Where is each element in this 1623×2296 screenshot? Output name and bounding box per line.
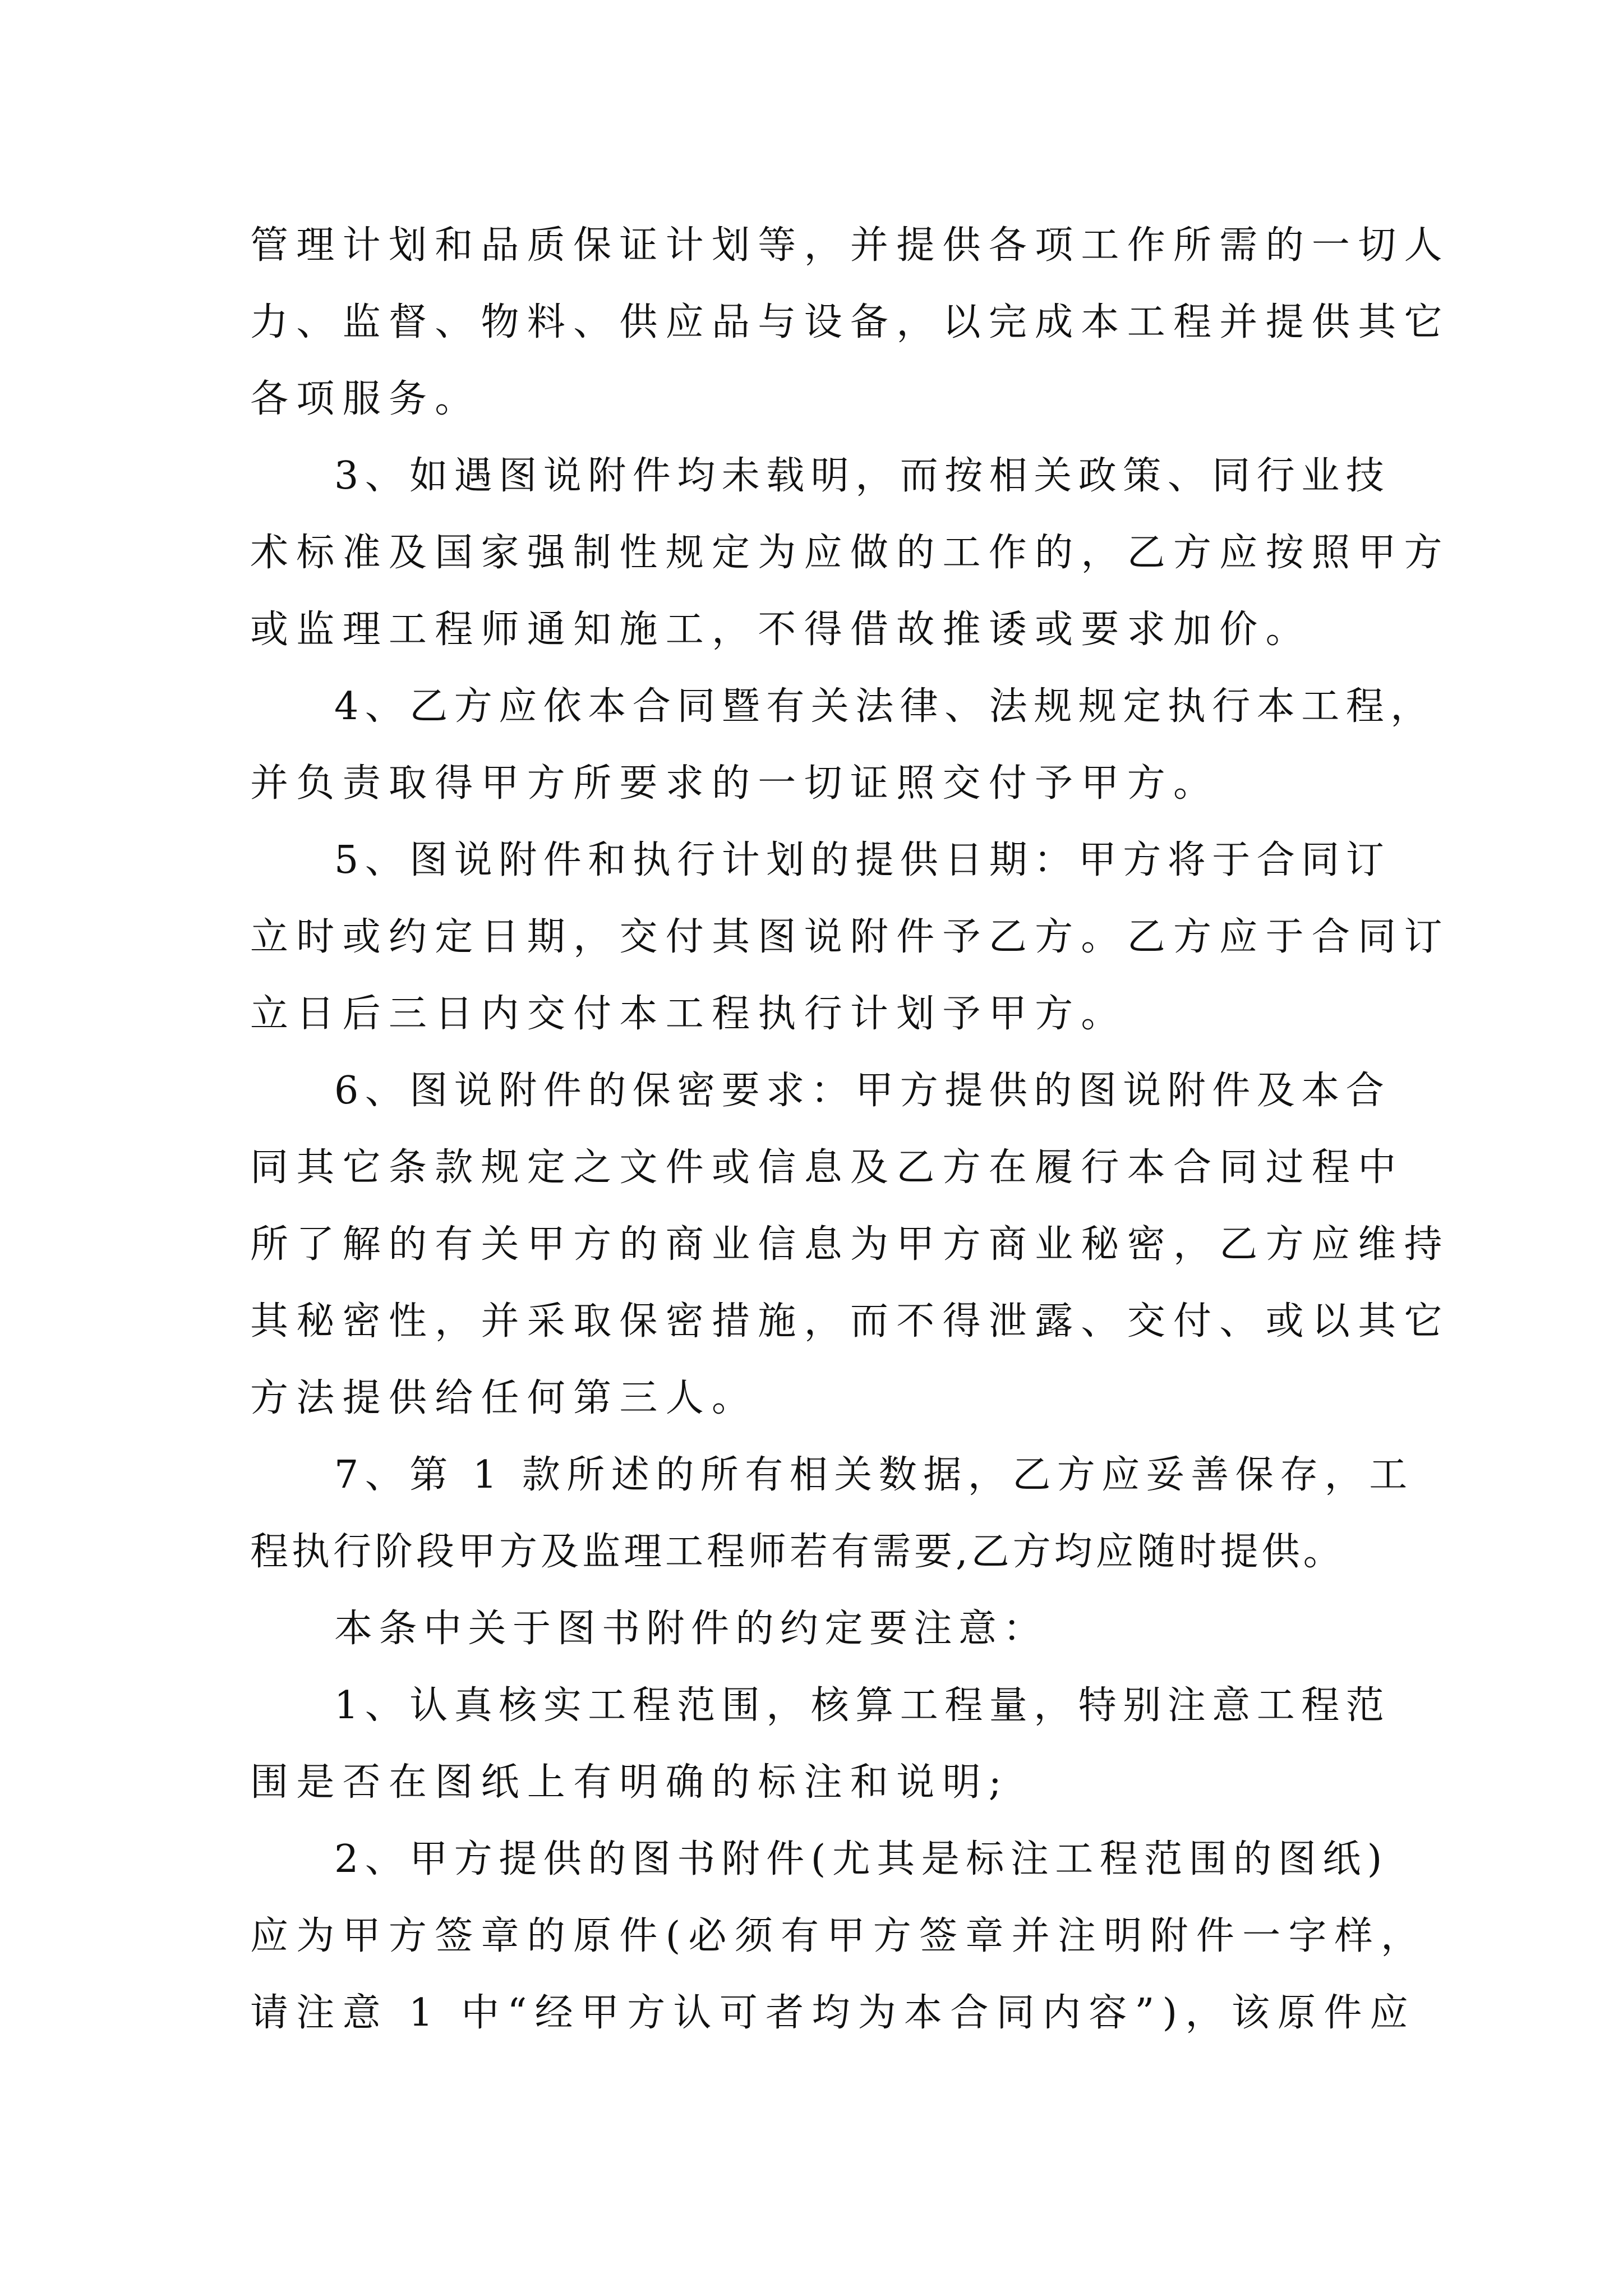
text-line: 应为甲方签章的原件(必须有甲方签章并注明附件一字样， (250, 1914, 1427, 1958)
paragraph-first-line: 3、如遇图说附件均未载明，而按相关政策、同行业技 (334, 454, 1391, 498)
paragraph-first-line: 5、图说附件和执行计划的提供日期：甲方将于合同订 (334, 838, 1391, 882)
paragraph-first-line: 7、第 1 款所述的所有相关数据，乙方应妥善保存，工 (334, 1453, 1414, 1497)
text-line: 程执行阶段甲方及监理工程师若有需要,乙方均应随时提供。 (250, 1530, 1345, 1574)
paragraph-first-line: 2、甲方提供的图书附件(尤其是标注工程范围的图纸) (334, 1837, 1389, 1881)
text-line: 方法提供给任何第三人。 (250, 1376, 758, 1420)
text-line: 术标准及国家强制性规定为应做的工作的，乙方应按照甲方 (250, 531, 1450, 575)
text-line: 或监理工程师通知施工，不得借故推诿或要求加价。 (250, 608, 1312, 652)
text-line: 请注意 1 中“经甲方认可者均为本合同内容”)，该原件应 (250, 1991, 1416, 2035)
text-line: 所了解的有关甲方的商业信息为甲方商业秘密，乙方应维持 (250, 1222, 1450, 1267)
text-line: 各项服务。 (250, 377, 481, 421)
text-line: 并负责取得甲方所要求的一切证照交付予甲方。 (250, 761, 1220, 806)
paragraph-first-line: 本条中关于图书附件的约定要注意： (334, 1607, 1048, 1651)
paragraph-first-line: 6、图说附件的保密要求：甲方提供的图说附件及本合 (334, 1069, 1391, 1113)
text-line: 立时或约定日期，交付其图说附件予乙方。乙方应于合同订 (250, 915, 1450, 959)
text-line: 力、监督、物料、供应品与设备，以完成本工程并提供其它 (250, 300, 1450, 344)
text-line: 管理计划和品质保证计划等，并提供各项工作所需的一切人 (250, 223, 1450, 268)
text-line: 立日后三日内交付本工程执行计划予甲方。 (250, 992, 1127, 1036)
text-line: 其秘密性，并采取保密措施，而不得泄露、交付、或以其它 (250, 1299, 1450, 1343)
text-line: 围是否在图纸上有明确的标注和说明; (250, 1760, 1010, 1805)
text-line: 同其它条款规定之文件或信息及乙方在履行本合同过程中 (250, 1145, 1404, 1190)
paragraph-first-line: 4、乙方应依本合同暨有关法律、法规规定执行本工程， (334, 684, 1435, 729)
paragraph-first-line: 1、认真核实工程范围，核算工程量，特别注意工程范 (334, 1683, 1391, 1728)
